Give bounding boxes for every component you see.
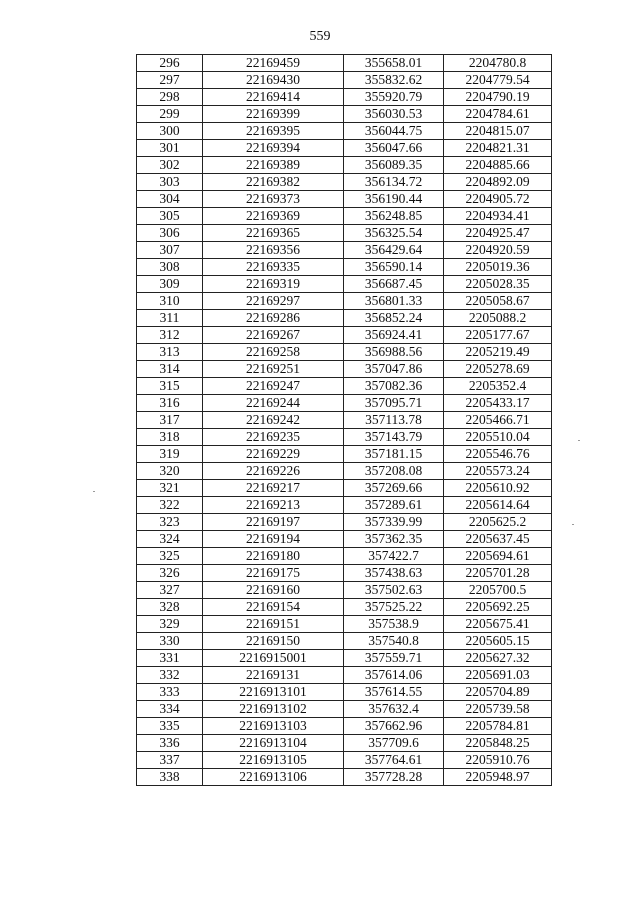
y-coordinate-cell: 2205701.28	[444, 565, 552, 582]
row-number-cell: 324	[137, 531, 203, 548]
table-row	[137, 276, 552, 293]
y-coordinate-cell: 2205784.81	[444, 718, 552, 735]
row-number-cell: 301	[137, 140, 203, 157]
row-number-cell: 313	[137, 344, 203, 361]
x-coordinate-cell: 357289.61	[344, 497, 444, 514]
x-coordinate-cell: 356030.53	[344, 106, 444, 123]
x-coordinate-cell: 356044.75	[344, 123, 444, 140]
point-id-cell: 22169286	[203, 310, 344, 327]
x-coordinate-cell: 356429.64	[344, 242, 444, 259]
y-coordinate-cell: 2204790.19	[444, 89, 552, 106]
x-coordinate-cell: 357047.86	[344, 361, 444, 378]
point-id-cell: 22169430	[203, 72, 344, 89]
point-id-cell: 22169229	[203, 446, 344, 463]
x-coordinate-cell: 357525.22	[344, 599, 444, 616]
y-coordinate-cell: 2204925.47	[444, 225, 552, 242]
y-coordinate-cell: 2205637.45	[444, 531, 552, 548]
x-coordinate-cell: 355832.62	[344, 72, 444, 89]
row-number-cell: 319	[137, 446, 203, 463]
row-number-cell: 304	[137, 191, 203, 208]
point-id-cell: 2216913103	[203, 718, 344, 735]
point-id-cell: 22169369	[203, 208, 344, 225]
x-coordinate-cell: 357438.63	[344, 565, 444, 582]
row-number-cell: 297	[137, 72, 203, 89]
y-coordinate-cell: 2205546.76	[444, 446, 552, 463]
x-coordinate-cell: 357632.4	[344, 701, 444, 718]
table-row	[137, 208, 552, 225]
row-number-cell: 306	[137, 225, 203, 242]
scan-speck	[93, 491, 95, 492]
x-coordinate-cell: 357339.99	[344, 514, 444, 531]
table-row	[137, 89, 552, 106]
x-coordinate-cell: 356924.41	[344, 327, 444, 344]
x-coordinate-cell: 357538.9	[344, 616, 444, 633]
x-coordinate-cell: 356190.44	[344, 191, 444, 208]
point-id-cell: 22169244	[203, 395, 344, 412]
y-coordinate-cell: 2204934.41	[444, 208, 552, 225]
x-coordinate-cell: 357502.63	[344, 582, 444, 599]
point-id-cell: 22169194	[203, 531, 344, 548]
table-row	[137, 548, 552, 565]
table-row	[137, 616, 552, 633]
table-row	[137, 395, 552, 412]
point-id-cell: 22169197	[203, 514, 344, 531]
row-number-cell: 302	[137, 157, 203, 174]
y-coordinate-cell: 2205739.58	[444, 701, 552, 718]
x-coordinate-cell: 357540.8	[344, 633, 444, 650]
row-number-cell: 322	[137, 497, 203, 514]
row-number-cell: 329	[137, 616, 203, 633]
y-coordinate-cell: 2205058.67	[444, 293, 552, 310]
table-row	[137, 378, 552, 395]
row-number-cell: 325	[137, 548, 203, 565]
x-coordinate-cell: 357113.78	[344, 412, 444, 429]
row-number-cell: 338	[137, 769, 203, 786]
row-number-cell: 337	[137, 752, 203, 769]
point-id-cell: 22169459	[203, 55, 344, 72]
point-id-cell: 22169414	[203, 89, 344, 106]
point-id-cell: 22169217	[203, 480, 344, 497]
row-number-cell: 305	[137, 208, 203, 225]
table-row	[137, 633, 552, 650]
point-id-cell: 22169267	[203, 327, 344, 344]
table-row	[137, 446, 552, 463]
point-id-cell: 2216913102	[203, 701, 344, 718]
table-row	[137, 650, 552, 667]
y-coordinate-cell: 2204779.54	[444, 72, 552, 89]
coordinate-table	[136, 54, 552, 786]
row-number-cell: 321	[137, 480, 203, 497]
y-coordinate-cell: 2205088.2	[444, 310, 552, 327]
point-id-cell: 22169151	[203, 616, 344, 633]
x-coordinate-cell: 356801.33	[344, 293, 444, 310]
row-number-cell: 310	[137, 293, 203, 310]
point-id-cell: 22169150	[203, 633, 344, 650]
x-coordinate-cell: 355658.01	[344, 55, 444, 72]
table-row	[137, 565, 552, 582]
table-row	[137, 259, 552, 276]
row-number-cell: 334	[137, 701, 203, 718]
table-row	[137, 327, 552, 344]
x-coordinate-cell: 356590.14	[344, 259, 444, 276]
row-number-cell: 316	[137, 395, 203, 412]
row-number-cell: 307	[137, 242, 203, 259]
y-coordinate-cell: 2205605.15	[444, 633, 552, 650]
table-row	[137, 191, 552, 208]
table-row	[137, 429, 552, 446]
x-coordinate-cell: 356852.24	[344, 310, 444, 327]
row-number-cell: 328	[137, 599, 203, 616]
row-number-cell: 300	[137, 123, 203, 140]
x-coordinate-cell: 357422.7	[344, 548, 444, 565]
row-number-cell: 315	[137, 378, 203, 395]
x-coordinate-cell: 357269.66	[344, 480, 444, 497]
row-number-cell: 311	[137, 310, 203, 327]
point-id-cell: 22169251	[203, 361, 344, 378]
table-row	[137, 684, 552, 701]
row-number-cell: 331	[137, 650, 203, 667]
x-coordinate-cell: 356134.72	[344, 174, 444, 191]
point-id-cell: 2216915001	[203, 650, 344, 667]
table-row	[137, 106, 552, 123]
point-id-cell: 22169154	[203, 599, 344, 616]
table-row	[137, 531, 552, 548]
x-coordinate-cell: 356248.85	[344, 208, 444, 225]
table-row	[137, 412, 552, 429]
y-coordinate-cell: 2205219.49	[444, 344, 552, 361]
x-coordinate-cell: 357143.79	[344, 429, 444, 446]
table-row	[137, 242, 552, 259]
x-coordinate-cell: 356687.45	[344, 276, 444, 293]
row-number-cell: 298	[137, 89, 203, 106]
point-id-cell: 22169258	[203, 344, 344, 361]
y-coordinate-cell: 2205704.89	[444, 684, 552, 701]
table-row	[137, 174, 552, 191]
row-number-cell: 327	[137, 582, 203, 599]
y-coordinate-cell: 2205278.69	[444, 361, 552, 378]
y-coordinate-cell: 2204780.8	[444, 55, 552, 72]
x-coordinate-cell: 357662.96	[344, 718, 444, 735]
table-row	[137, 735, 552, 752]
table-row	[137, 497, 552, 514]
point-id-cell: 22169356	[203, 242, 344, 259]
y-coordinate-cell: 2205466.71	[444, 412, 552, 429]
point-id-cell: 2216913105	[203, 752, 344, 769]
table-row	[137, 599, 552, 616]
table-row	[137, 514, 552, 531]
y-coordinate-cell: 2204821.31	[444, 140, 552, 157]
x-coordinate-cell: 357559.71	[344, 650, 444, 667]
x-coordinate-cell: 357095.71	[344, 395, 444, 412]
y-coordinate-cell: 2205028.35	[444, 276, 552, 293]
table-row	[137, 310, 552, 327]
row-number-cell: 333	[137, 684, 203, 701]
page-number: 559	[309, 29, 331, 44]
row-number-cell: 323	[137, 514, 203, 531]
row-number-cell: 332	[137, 667, 203, 684]
table-row	[137, 225, 552, 242]
x-coordinate-cell: 357709.6	[344, 735, 444, 752]
point-id-cell: 22169335	[203, 259, 344, 276]
row-number-cell: 308	[137, 259, 203, 276]
point-id-cell: 22169180	[203, 548, 344, 565]
table-row	[137, 72, 552, 89]
point-id-cell: 22169160	[203, 582, 344, 599]
y-coordinate-cell: 2205433.17	[444, 395, 552, 412]
point-id-cell: 22169242	[203, 412, 344, 429]
table-row	[137, 55, 552, 72]
row-number-cell: 326	[137, 565, 203, 582]
point-id-cell: 22169389	[203, 157, 344, 174]
y-coordinate-cell: 2205625.2	[444, 514, 552, 531]
table-body	[137, 55, 552, 786]
x-coordinate-cell: 357614.06	[344, 667, 444, 684]
table-row	[137, 667, 552, 684]
point-id-cell: 22169247	[203, 378, 344, 395]
y-coordinate-cell: 2204784.61	[444, 106, 552, 123]
y-coordinate-cell: 2205573.24	[444, 463, 552, 480]
row-number-cell: 317	[137, 412, 203, 429]
y-coordinate-cell: 2205675.41	[444, 616, 552, 633]
x-coordinate-cell: 357764.61	[344, 752, 444, 769]
x-coordinate-cell: 355920.79	[344, 89, 444, 106]
point-id-cell: 22169175	[203, 565, 344, 582]
y-coordinate-cell: 2205910.76	[444, 752, 552, 769]
point-id-cell: 2216913106	[203, 769, 344, 786]
x-coordinate-cell: 357362.35	[344, 531, 444, 548]
table-row	[137, 344, 552, 361]
y-coordinate-cell: 2205510.04	[444, 429, 552, 446]
x-coordinate-cell: 356089.35	[344, 157, 444, 174]
row-number-cell: 314	[137, 361, 203, 378]
row-number-cell: 330	[137, 633, 203, 650]
row-number-cell: 318	[137, 429, 203, 446]
table-row	[137, 769, 552, 786]
y-coordinate-cell: 2205948.97	[444, 769, 552, 786]
y-coordinate-cell: 2205177.67	[444, 327, 552, 344]
table-row	[137, 293, 552, 310]
y-coordinate-cell: 2205610.92	[444, 480, 552, 497]
y-coordinate-cell: 2205848.25	[444, 735, 552, 752]
point-id-cell: 22169213	[203, 497, 344, 514]
table-row	[137, 701, 552, 718]
point-id-cell: 22169394	[203, 140, 344, 157]
point-id-cell: 22169319	[203, 276, 344, 293]
table-row	[137, 463, 552, 480]
table-row	[137, 718, 552, 735]
row-number-cell: 309	[137, 276, 203, 293]
point-id-cell: 2216913104	[203, 735, 344, 752]
row-number-cell: 336	[137, 735, 203, 752]
row-number-cell: 299	[137, 106, 203, 123]
point-id-cell: 22169365	[203, 225, 344, 242]
y-coordinate-cell: 2205692.25	[444, 599, 552, 616]
x-coordinate-cell: 357728.28	[344, 769, 444, 786]
scan-speck	[578, 440, 580, 441]
point-id-cell: 22169382	[203, 174, 344, 191]
table-row	[137, 123, 552, 140]
row-number-cell: 296	[137, 55, 203, 72]
point-id-cell: 22169235	[203, 429, 344, 446]
row-number-cell: 312	[137, 327, 203, 344]
y-coordinate-cell: 2205700.5	[444, 582, 552, 599]
y-coordinate-cell: 2205694.61	[444, 548, 552, 565]
y-coordinate-cell: 2204885.66	[444, 157, 552, 174]
y-coordinate-cell: 2204815.07	[444, 123, 552, 140]
table-row	[137, 480, 552, 497]
table-row	[137, 157, 552, 174]
table-row	[137, 361, 552, 378]
x-coordinate-cell: 357181.15	[344, 446, 444, 463]
x-coordinate-cell: 357614.55	[344, 684, 444, 701]
y-coordinate-cell: 2205352.4	[444, 378, 552, 395]
x-coordinate-cell: 356047.66	[344, 140, 444, 157]
y-coordinate-cell: 2205019.36	[444, 259, 552, 276]
table-row	[137, 582, 552, 599]
table-row	[137, 140, 552, 157]
y-coordinate-cell: 2205627.32	[444, 650, 552, 667]
point-id-cell: 22169297	[203, 293, 344, 310]
row-number-cell: 335	[137, 718, 203, 735]
y-coordinate-cell: 2204892.09	[444, 174, 552, 191]
x-coordinate-cell: 356988.56	[344, 344, 444, 361]
x-coordinate-cell: 357208.08	[344, 463, 444, 480]
point-id-cell: 22169399	[203, 106, 344, 123]
y-coordinate-cell: 2204920.59	[444, 242, 552, 259]
point-id-cell: 22169395	[203, 123, 344, 140]
x-coordinate-cell: 356325.54	[344, 225, 444, 242]
y-coordinate-cell: 2204905.72	[444, 191, 552, 208]
y-coordinate-cell: 2205614.64	[444, 497, 552, 514]
x-coordinate-cell: 357082.36	[344, 378, 444, 395]
y-coordinate-cell: 2205691.03	[444, 667, 552, 684]
point-id-cell: 22169131	[203, 667, 344, 684]
point-id-cell: 2216913101	[203, 684, 344, 701]
row-number-cell: 303	[137, 174, 203, 191]
point-id-cell: 22169373	[203, 191, 344, 208]
scan-speck	[572, 524, 574, 525]
table-row	[137, 752, 552, 769]
point-id-cell: 22169226	[203, 463, 344, 480]
row-number-cell: 320	[137, 463, 203, 480]
